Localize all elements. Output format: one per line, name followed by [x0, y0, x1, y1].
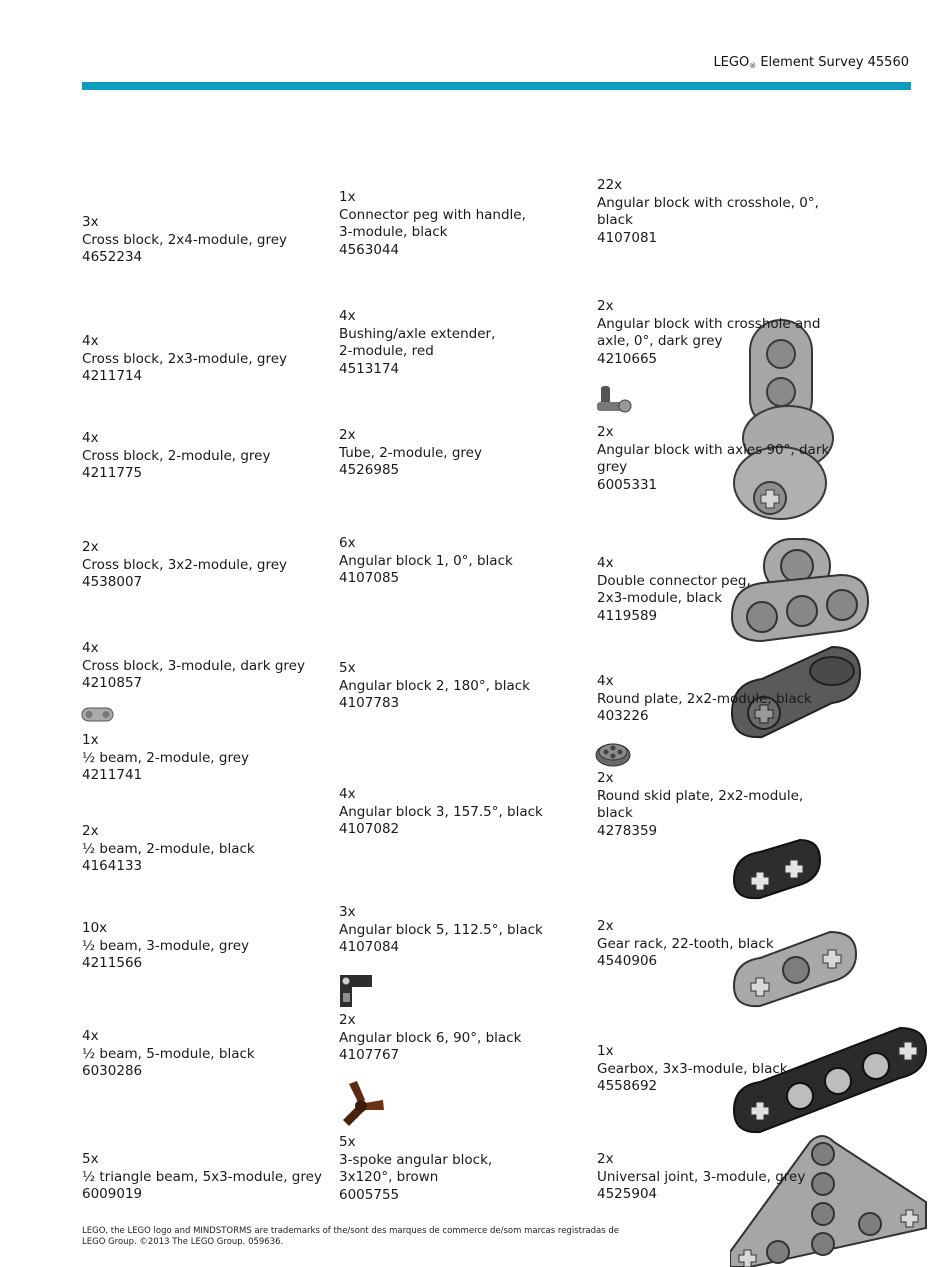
element-code: 4107082	[339, 821, 400, 837]
element-item	[339, 189, 526, 259]
element-code: 6005755	[339, 1186, 400, 1203]
footer-line-1: LEGO, the LEGO logo and MINDSTORMS are trademarks of the/sont des marques de commerce de/som marcas registradas de	[82, 1226, 620, 1236]
angular-block-axles-image	[595, 384, 635, 418]
half-beam-grey-image	[80, 703, 116, 725]
element-qty: 5x	[339, 660, 356, 676]
element-item	[339, 1012, 521, 1065]
element-code: 4107085	[339, 570, 400, 586]
element-name-line2: black	[597, 212, 633, 228]
three-spoke-block-image	[337, 1080, 387, 1128]
element-item	[82, 732, 249, 785]
element-qty: 4x	[82, 1028, 99, 1044]
element-qty: 22x	[597, 177, 623, 193]
element-code: 4211775	[82, 465, 143, 481]
element-qty: 5x	[82, 1151, 99, 1167]
element-item	[339, 786, 543, 839]
element-name: Tube, 2-module, grey	[339, 444, 482, 461]
element-item	[597, 555, 751, 625]
element-code: 4526985	[339, 462, 400, 478]
element-qty: 1x	[82, 732, 99, 748]
round-skid-plate-image	[594, 741, 632, 767]
element-name: ½ beam, 2-module, black	[82, 840, 255, 857]
element-name: Cross block, 2-module, grey	[82, 447, 271, 464]
element-name: Round skid plate, 2x2-module,	[597, 787, 804, 804]
element-qty: 4x	[82, 333, 99, 349]
element-qty: 4x	[597, 555, 614, 571]
element-name: Cross block, 2x3-module, grey	[82, 350, 288, 367]
element-name-line2: axle, 0°, dark grey	[597, 333, 723, 349]
element-item	[339, 535, 513, 588]
element-code: 4540906	[597, 953, 658, 969]
element-item	[597, 918, 774, 971]
angular-block-90-image	[338, 973, 374, 1009]
half-beam-black-2-image	[730, 836, 822, 902]
element-item	[339, 427, 482, 480]
element-name: Angular block 2, 180°, black	[339, 677, 530, 694]
element-name: Universal joint, 3-module, grey	[597, 1168, 806, 1185]
element-qty: 3x	[82, 214, 99, 230]
element-item	[597, 177, 819, 247]
element-code: 4652234	[82, 249, 143, 265]
element-item	[597, 770, 803, 840]
element-code: 4119589	[597, 607, 658, 624]
element-qty: 4x	[82, 640, 99, 656]
element-qty: 4x	[339, 308, 356, 324]
element-code: 4538007	[82, 574, 143, 590]
element-item	[82, 333, 287, 386]
element-item	[597, 673, 812, 726]
element-name: ½ beam, 2-module, grey	[82, 749, 250, 766]
element-name: Gearbox, 3x3-module, black	[597, 1060, 788, 1077]
element-qty: 4x	[597, 673, 614, 689]
element-name-line2: black	[597, 805, 633, 821]
element-code: 4211714	[82, 368, 143, 384]
element-name: Cross block, 2x4-module, grey	[82, 231, 288, 248]
element-item	[339, 308, 495, 378]
element-name: 3-spoke angular block,	[339, 1151, 493, 1168]
element-name-line2: 2x3-module, black	[597, 590, 723, 606]
element-item	[82, 539, 287, 592]
element-code: 4211741	[82, 767, 143, 783]
element-qty: 1x	[597, 1043, 614, 1059]
element-code: 4210665	[597, 350, 658, 367]
element-qty: 1x	[339, 189, 356, 205]
element-name: Angular block with crosshole, 0°,	[597, 194, 819, 211]
element-item	[339, 904, 543, 957]
element-name: Round plate, 2x2-module, black	[597, 690, 812, 707]
header-accent-bar	[82, 82, 911, 90]
element-name-line2: grey	[597, 459, 628, 475]
element-code: 4563044	[339, 241, 400, 258]
header-title-main: LEGO	[713, 55, 750, 70]
element-item	[82, 640, 305, 693]
element-item	[597, 298, 820, 368]
element-code: 4211566	[82, 955, 143, 971]
element-code: 4107783	[339, 695, 400, 711]
element-qty: 4x	[82, 430, 99, 446]
element-code: 4278359	[597, 822, 658, 839]
element-qty: 2x	[597, 770, 614, 786]
element-name: Angular block with crosshole and	[597, 315, 821, 332]
footer-line-2: LEGO Group. ©2013 The LEGO Group. 059636.	[82, 1237, 284, 1247]
element-code: 6005331	[597, 476, 658, 493]
element-name-line2: 2-module, red	[339, 343, 434, 359]
element-code: 4513174	[339, 360, 400, 377]
page-header-title	[713, 55, 909, 70]
element-code: 403226	[597, 708, 649, 724]
element-qty: 2x	[597, 298, 614, 314]
element-name: Angular block 1, 0°, black	[339, 552, 513, 569]
element-item	[597, 424, 829, 494]
element-item	[82, 430, 270, 483]
element-item	[339, 660, 530, 713]
element-qty: 2x	[82, 539, 99, 555]
element-qty: 2x	[597, 424, 614, 440]
element-name: Cross block, 3x2-module, grey	[82, 556, 288, 573]
element-item	[339, 1134, 492, 1204]
element-name: Connector peg with handle,	[339, 206, 526, 223]
element-item	[597, 1043, 788, 1096]
header-title-rest: Element Survey 45560	[756, 55, 909, 70]
element-item	[82, 1028, 255, 1081]
element-name: ½ beam, 3-module, grey	[82, 937, 250, 954]
trademark-footer	[82, 1226, 682, 1248]
element-name: Bushing/axle extender,	[339, 325, 496, 342]
element-item	[82, 920, 249, 973]
element-qty: 2x	[597, 1151, 614, 1167]
element-qty: 2x	[339, 1012, 356, 1028]
element-code: 4558692	[597, 1078, 658, 1094]
element-name: Cross block, 3-module, dark grey	[82, 657, 305, 674]
element-name: Angular block 5, 112.5°, black	[339, 921, 543, 938]
element-qty: 6x	[339, 535, 356, 551]
element-item	[82, 1151, 322, 1204]
element-code: 4164133	[82, 858, 143, 874]
element-name: Double connector peg,	[597, 572, 751, 589]
element-qty: 2x	[339, 427, 356, 443]
element-name-line2: 3-module, black	[339, 224, 448, 240]
element-code: 4107767	[339, 1047, 400, 1063]
element-name: Angular block 3, 157.5°, black	[339, 803, 543, 820]
element-name: ½ beam, 5-module, black	[82, 1045, 255, 1062]
registered-mark: ®	[749, 62, 757, 70]
element-name-line2: 3x120°, brown	[339, 1169, 439, 1185]
element-name: Gear rack, 22-tooth, black	[597, 935, 774, 952]
element-name: ½ triangle beam, 5x3-module, grey	[82, 1168, 322, 1185]
element-qty: 2x	[82, 823, 99, 839]
element-qty: 4x	[339, 786, 356, 802]
element-code: 6009019	[82, 1186, 143, 1202]
element-name: Angular block with axles 90°, dark	[597, 441, 830, 458]
element-code: 4210857	[82, 675, 143, 691]
element-qty: 3x	[339, 904, 356, 920]
element-name: Angular block 6, 90°, black	[339, 1029, 522, 1046]
element-code: 4525904	[597, 1186, 658, 1202]
element-item	[82, 214, 287, 267]
element-item	[82, 823, 255, 876]
element-qty: 10x	[82, 920, 108, 936]
element-qty: 5x	[339, 1134, 356, 1150]
element-code: 4107084	[339, 939, 400, 955]
element-code: 6030286	[82, 1063, 143, 1079]
element-qty: 2x	[597, 918, 614, 934]
element-code: 4107081	[597, 229, 658, 246]
element-item	[597, 1151, 805, 1204]
